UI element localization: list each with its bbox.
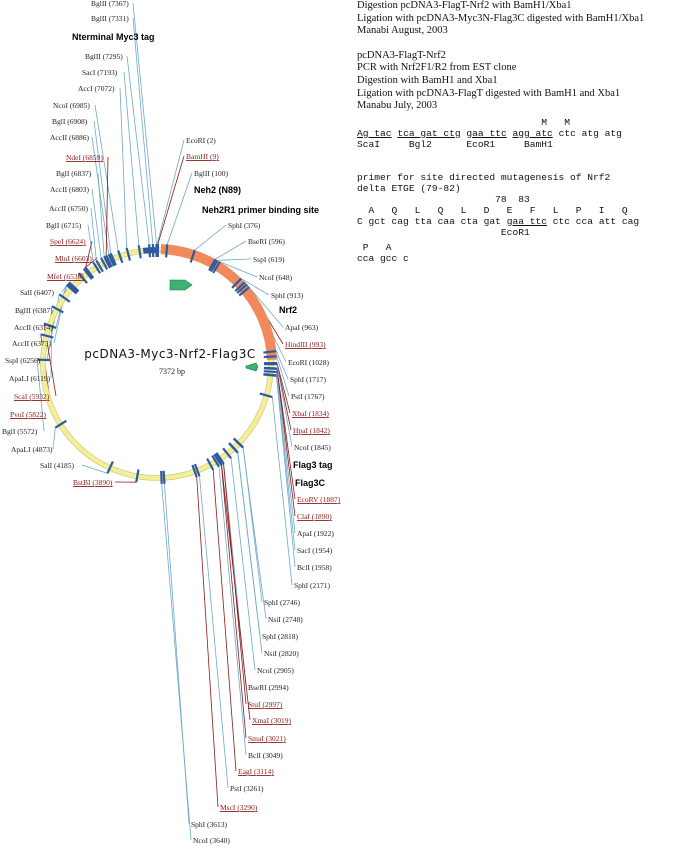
restriction-site-label: ClaI (1890) xyxy=(297,512,332,521)
restriction-site-label: NcoI (6985) xyxy=(53,101,90,110)
plasmid-name: pcDNA3-Myc3-Nrf2-Flag3C xyxy=(84,347,256,361)
restriction-site-label: NsiI (2748) xyxy=(268,615,303,624)
restriction-site-label: BseRI (2994) xyxy=(248,683,289,692)
feature-label-flag3c: Flag3C xyxy=(295,478,326,488)
site-leader-line xyxy=(167,173,192,244)
feature-label-neh2r1: Neh2R1 primer binding site xyxy=(202,205,320,215)
site-leader-line xyxy=(215,241,246,259)
restriction-site-label: BglI (6908) xyxy=(52,117,88,126)
restriction-site-label: AccII (6373) xyxy=(12,339,51,348)
restriction-site-label: SspI (6256) xyxy=(5,356,41,365)
neh2-primer-arrow xyxy=(170,280,192,290)
seq2-aa-line2: P A xyxy=(357,241,392,253)
restriction-site-label: SmaI (3021) xyxy=(248,734,286,743)
site-leader-line xyxy=(277,369,295,516)
restriction-site-label: BglII (7367) xyxy=(91,0,129,8)
flag-arrow xyxy=(246,363,258,371)
site-tick xyxy=(139,245,141,258)
note-line: Ligation with pcDNA3-Myc3N-Flag3C digested with BamH1/Xba1 xyxy=(357,12,645,24)
seq1-part: ctc atg atg xyxy=(552,127,622,139)
seq2-dna-line: C gct cag tta caa cta gat gaa ttc ctc cca att cag xyxy=(357,215,640,227)
site-leader-line xyxy=(195,225,226,250)
restriction-site-label: EcoRI (1028) xyxy=(288,358,330,367)
site-tick xyxy=(263,374,276,375)
restriction-site-label: BglII (7331) xyxy=(91,14,129,23)
seq2-dna-line2: cca gcc c xyxy=(357,252,409,264)
restriction-site-label: EcoRV (1887) xyxy=(297,495,341,504)
restriction-site-label: BclI (3049) xyxy=(248,751,283,760)
seq1-part: Ag tac xyxy=(357,127,392,139)
note-line: Manabi August, 2003 xyxy=(357,25,448,37)
site-tick xyxy=(164,471,165,484)
restriction-site-label: AccII (6750) xyxy=(49,204,88,213)
site-leader-line xyxy=(162,484,191,840)
site-tick xyxy=(166,244,167,257)
restriction-site-label: BamHI (9) xyxy=(186,152,219,161)
feature-label-neh2: Neh2 (N89) xyxy=(194,185,242,195)
restriction-site-label: NcoI (1845) xyxy=(294,443,331,452)
site-leader-line xyxy=(157,140,184,244)
restriction-site-label: BstBI (3890) xyxy=(73,478,113,487)
restriction-site-label: AccII (6886) xyxy=(50,133,89,142)
site-tick xyxy=(149,244,150,257)
restriction-site-label: SacI (1954) xyxy=(297,546,333,555)
note-line: pcDNA3-FlagT-Nrf2 xyxy=(357,49,446,61)
restriction-site-label: SpeI (6624) xyxy=(50,237,86,246)
seq2-number-line: 78 83 xyxy=(357,193,530,205)
restriction-site-label: ScaI (5932) xyxy=(14,392,50,401)
restriction-site-label: NdeI (6859) xyxy=(66,153,103,162)
feature-label-flag3-tag: Flag3 tag xyxy=(293,460,333,470)
seq2-ecor1-site: gaa ttc xyxy=(506,215,547,227)
note-line: Digestion with BamH1 and Xba1 xyxy=(357,74,498,86)
restriction-site-label: ApaI (1922) xyxy=(297,529,334,538)
restriction-site-label: AccI (7072) xyxy=(78,84,115,93)
restriction-site-label: SphI (2746) xyxy=(264,598,301,607)
restriction-site-label: PstI (1767) xyxy=(291,392,325,401)
seq1-dna-line xyxy=(357,128,682,139)
restriction-site-label: BglI (6837) xyxy=(56,169,92,178)
site-leader-line xyxy=(219,467,246,755)
seq1-site-line: ScaI Bgl2 EcoR1 BamH1 xyxy=(357,138,553,150)
note-line: Ligation with pcDNA3-FlagT digested with BamH1 and Xba1 xyxy=(357,87,621,99)
restriction-site-label: HindIII (993) xyxy=(285,340,326,349)
site-leader-line xyxy=(53,428,55,449)
seq2-title: primer for site directed mutagenesis of Nrf2 xyxy=(357,171,611,183)
restriction-site-label: SspI (619) xyxy=(253,255,285,264)
restriction-site-label: SphI (2171) xyxy=(294,581,331,590)
restriction-site-label: EagI (3114) xyxy=(238,767,274,776)
restriction-site-label: SacI (7193) xyxy=(82,68,118,77)
seq2-site-line: EcoR1 xyxy=(357,226,530,238)
seq1-aa-line: M M xyxy=(357,116,571,128)
restriction-site-label: ApaLI (4873) xyxy=(11,445,53,454)
site-tick xyxy=(263,351,276,352)
restriction-site-label: MluI (6603) xyxy=(55,254,92,263)
site-leader-line xyxy=(221,465,246,738)
site-labels xyxy=(2,0,341,845)
restriction-site-label: BglII (100) xyxy=(194,169,228,178)
restriction-site-label: SphI (2818) xyxy=(262,632,299,641)
restriction-site-label: AccII (6803) xyxy=(50,185,89,194)
restriction-site-label: NcoI (3640) xyxy=(193,836,230,845)
plasmid-size: 7372 bp xyxy=(159,367,185,376)
restriction-site-label: SalI (4185) xyxy=(40,461,74,470)
note-line: PCR with Nrf2F1/R2 from EST clone xyxy=(357,62,517,74)
restriction-site-label: ApaLI (6119) xyxy=(9,374,51,383)
seq2-aa-line: A Q L Q L D E F L P I Q xyxy=(357,204,628,216)
seq1-part: gaa ttc xyxy=(466,127,507,139)
site-tick xyxy=(264,356,277,357)
notes-panel xyxy=(357,0,682,264)
seq1-part: tca gat ctg xyxy=(397,127,461,139)
feature-label-nrf2: Nrf2 xyxy=(279,305,298,315)
site-tick xyxy=(264,368,277,369)
seq1-part: agg atc xyxy=(512,127,553,139)
restriction-site-label: BglII (7295) xyxy=(85,52,123,61)
restriction-site-label: MscI (3290) xyxy=(220,803,258,812)
restriction-site-label: SphI (376) xyxy=(228,221,261,230)
restriction-site-label: BglII (6387) xyxy=(15,306,53,315)
site-leader-line xyxy=(120,88,127,248)
site-tick xyxy=(161,471,162,484)
restriction-site-label: BglI (6715) xyxy=(46,221,82,230)
restriction-site-label: BclI (1958) xyxy=(297,563,332,572)
restriction-site-label: XbaI (1834) xyxy=(292,409,329,418)
restriction-site-label: ApaI (963) xyxy=(285,323,319,332)
note-line: Digestion pcDNA3-FlagT-Nrf2 with BamH1/Xba1 xyxy=(357,0,572,11)
restriction-site-label: BglI (5572) xyxy=(2,427,38,436)
restriction-site-label: SphI (913) xyxy=(271,291,304,300)
restriction-site-label: AccII (6374) xyxy=(14,323,53,332)
restriction-site-label: SalI (6407) xyxy=(20,288,54,297)
restriction-site-label: SphI (1717) xyxy=(290,375,327,384)
restriction-site-label: EcoRI (2) xyxy=(186,136,216,145)
restriction-site-label: NsiI (2820) xyxy=(264,649,299,658)
site-leader-line xyxy=(213,470,236,771)
note-line: Manabu July, 2003 xyxy=(357,100,438,112)
site-leader-line xyxy=(158,156,184,244)
restriction-site-label: XmaI (3019) xyxy=(252,716,291,725)
restriction-site-label: NcoI (648) xyxy=(259,273,293,282)
restriction-site-label: PstI (3261) xyxy=(230,784,264,793)
restriction-site-label: BseRI (596) xyxy=(248,237,285,246)
restriction-site-label: StuI (2997) xyxy=(248,700,283,709)
seq2-subtitle: delta ETGE (79-82) xyxy=(357,182,461,194)
feature-label-myc3: Nterminal Myc3 tag xyxy=(72,32,155,42)
restriction-site-label: MfeI (6536) xyxy=(47,272,84,281)
site-tick xyxy=(264,371,277,372)
site-tick xyxy=(136,469,138,482)
site-leader-line xyxy=(217,259,251,260)
restriction-site-label: PvuI (5822) xyxy=(10,410,47,419)
restriction-site-label: NcoI (2905) xyxy=(257,666,294,675)
site-leader-line xyxy=(124,72,139,245)
restriction-site-label: SphI (3613) xyxy=(191,820,228,829)
restriction-site-label: HpaI (1842) xyxy=(293,426,330,435)
